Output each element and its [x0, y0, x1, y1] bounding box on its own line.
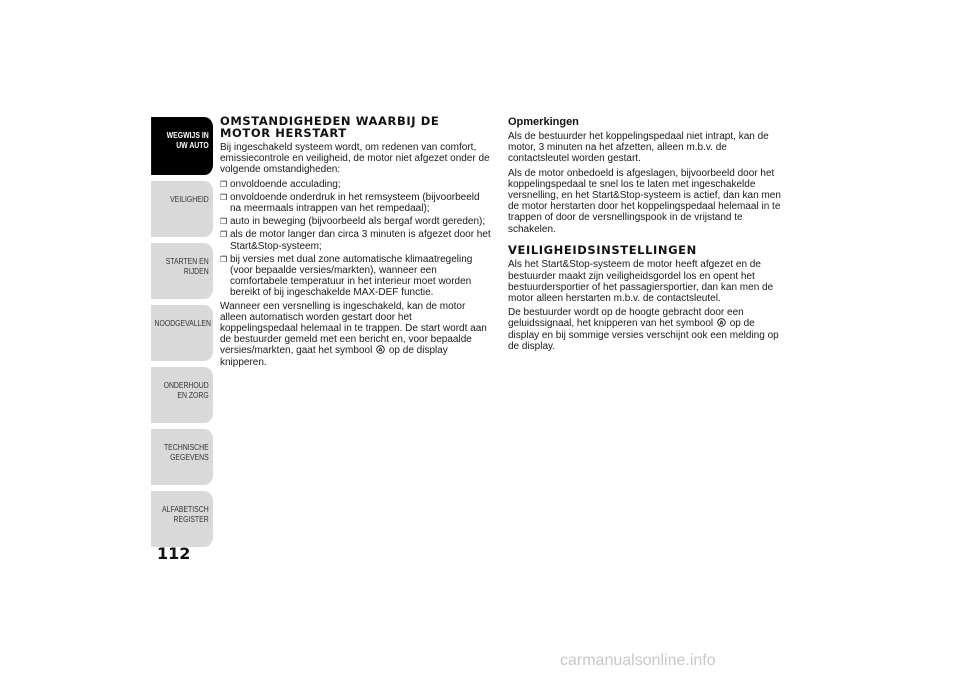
intro-paragraph: Bij ingeschakeld systeem wordt, om redenen van comfort, emissiecontrole en veiligheid, de motor niet afgezet onder de volgende omstandigheden:: [220, 142, 490, 176]
conditions-list: [220, 179, 492, 299]
tab-veiligheid[interactable]: VEILIGHEID: [151, 181, 213, 237]
svg-text:A: A: [378, 348, 383, 355]
tab-wegwijs-in-uw-auto[interactable]: WEGWIJS IN UW AUTO: [151, 117, 213, 175]
remarks-paragraph-2: Als de motor onbedoeld is afgeslagen, bijvoorbeeld door het koppelingspedaal te snel los te laten met ingeschakelde versnelling, en het Start&Stop-systeem is actief, dan kan men de motor herstarten door het koppelingspedaal helemaal in te trappen of door de versnellingspook in de vrijstand te schakelen.: [508, 167, 781, 235]
gear-engaged-paragraph: Wanneer een versnelling is ingeschakeld, kan de motor alleen automatisch worden gestart door het koppelingspedaal helemaal in te trappen. De start wordt aan de bestuurder gemeld met een bericht en, voor bepaalde versies/markten, gaat het symbool A op de display knipperen.: [220, 300, 487, 368]
start-stop-icon: [376, 345, 385, 354]
checkbox-bullet-icon: ❒: [220, 192, 228, 202]
checkbox-bullet-icon: ❒: [220, 179, 228, 189]
remarks-paragraph-1: Als de bestuurder het koppelingspedaal niet intrapt, kan de motor, 3 minuten na het afzetten, alleen m.b.v. de contactsleutel worden gestart.: [508, 131, 769, 165]
safety-paragraph-2: De bestuurder wordt op de hoogte gebracht door een geluidssignaal, het knipperen van het symbool A op de display en bij sommige versies verschijnt ook een melding op de display.: [508, 307, 779, 352]
page-number: 112: [157, 544, 191, 563]
watermark: carmanualsonline.info: [560, 652, 716, 669]
section-heading-safety: VEILIGHEIDSINSTELLINGEN: [508, 242, 697, 257]
checkbox-bullet-icon: ❒: [220, 230, 228, 240]
tab-alfabetisch-register[interactable]: ALFABETISCH REGISTER: [151, 491, 213, 547]
list-item: ❒ auto in beweging (bijvoorbeeld als bergaf wordt gereden);: [220, 216, 486, 228]
tab-onderhoud-en-zorg[interactable]: ONDERHOUD EN ZORG: [151, 367, 213, 423]
left-column: [220, 116, 492, 371]
checkbox-bullet-icon: ❒: [220, 217, 228, 227]
checkbox-bullet-icon: ❒: [220, 254, 228, 264]
chapter-sidebar: [141, 117, 213, 553]
tab-technische-gegevens[interactable]: TECHNISCHE GEGEVENS: [151, 429, 213, 485]
svg-text:A: A: [719, 320, 724, 327]
list-item: ❒ onvoldoende onderdruk in het remsysteem (bijvoorbeeld na meermaals intrappen van het rempedaal);: [220, 191, 480, 215]
tab-noodgevallen[interactable]: NOODGEVALLEN: [151, 305, 213, 361]
section-heading-restart: OMSTANDIGHEDEN WAARBIJ DE MOTOR HERSTART: [220, 114, 440, 140]
list-item: ❒ bij versies met dual zone automatische klimaatregeling (voor bepaalde versies/markten), wanneer een comfortabele temperatuur in het interieur moet worden bereikt of bij ingeschakelde MAX-DEF functie.: [220, 253, 473, 299]
remarks-heading: Opmerkingen: [508, 116, 579, 128]
right-column: [508, 116, 782, 355]
tab-starten-en-rijden[interactable]: STARTEN EN RIJDEN: [151, 243, 213, 299]
list-item: ❒ als de motor langer dan circa 3 minuten is afgezet door het Start&Stop-systeem;: [220, 229, 491, 252]
list-item: ❒ onvoldoende acculading;: [220, 178, 341, 190]
safety-paragraph-1: Als het Start&Stop-systeem de motor heeft afgezet en de bestuurder maakt zijn veiligheidsgordel los en opent het bestuurdersportier of het passagiersportier, dan kan men de motor alleen herstarten m.b.v. de contactsleutel.: [508, 259, 774, 304]
start-stop-icon: [717, 318, 726, 327]
